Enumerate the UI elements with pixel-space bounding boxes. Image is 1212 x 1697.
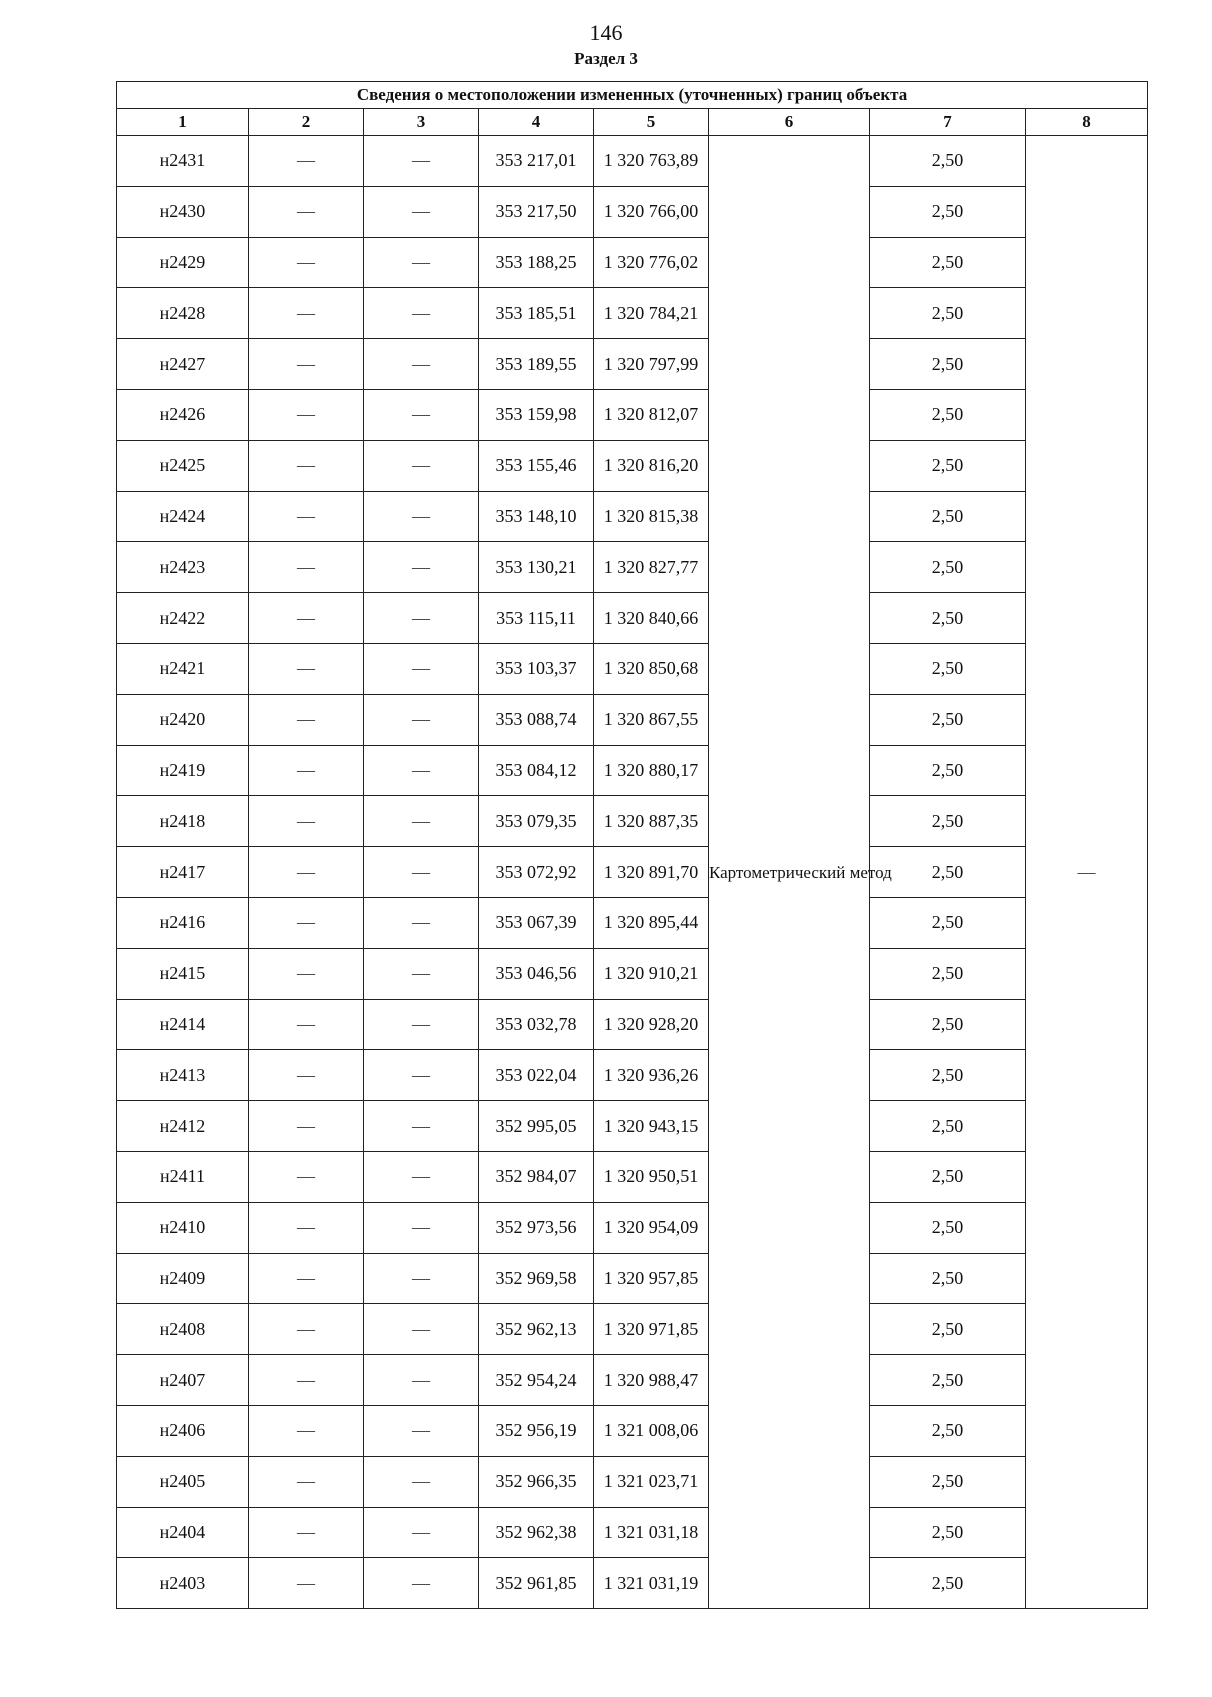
column-2-cell: —: [249, 136, 364, 187]
point-number-cell: н2418: [117, 796, 249, 847]
column-3-cell: —: [364, 1558, 479, 1609]
y-coordinate-cell: 1 320 816,20: [594, 440, 709, 491]
x-coordinate-cell: 353 148,10: [479, 491, 594, 542]
x-coordinate-cell: 353 032,78: [479, 999, 594, 1050]
point-number-cell: н2422: [117, 593, 249, 644]
table-row: [117, 542, 1148, 593]
column-2-cell: —: [249, 1304, 364, 1355]
y-coordinate-cell: 1 320 776,02: [594, 237, 709, 288]
column-3-cell: —: [364, 897, 479, 948]
table-row: [117, 389, 1148, 440]
column-3-cell: —: [364, 1101, 479, 1152]
accuracy-cell: 2,50: [870, 136, 1026, 187]
column-number-8: 8: [1026, 109, 1148, 136]
y-coordinate-cell: 1 320 928,20: [594, 999, 709, 1050]
point-number-cell: н2421: [117, 643, 249, 694]
column-number-1: 1: [117, 109, 249, 136]
accuracy-cell: 2,50: [870, 542, 1026, 593]
table-row: [117, 136, 1148, 187]
x-coordinate-cell: 353 022,04: [479, 1050, 594, 1101]
point-number-cell: н2424: [117, 491, 249, 542]
point-number-cell: н2414: [117, 999, 249, 1050]
table-row: [117, 745, 1148, 796]
x-coordinate-cell: 353 217,50: [479, 186, 594, 237]
column-3-cell: —: [364, 593, 479, 644]
y-coordinate-cell: 1 320 950,51: [594, 1151, 709, 1202]
y-coordinate-cell: 1 320 891,70: [594, 847, 709, 898]
point-number-cell: н2406: [117, 1405, 249, 1456]
column-2-cell: —: [249, 542, 364, 593]
page-number: 146: [589, 20, 623, 45]
point-number-cell: н2427: [117, 339, 249, 390]
column-2-cell: —: [249, 389, 364, 440]
x-coordinate-cell: 353 217,01: [479, 136, 594, 187]
column-number-4: 4: [479, 109, 594, 136]
accuracy-cell: 2,50: [870, 1151, 1026, 1202]
y-coordinate-cell: 1 320 797,99: [594, 339, 709, 390]
accuracy-cell: 2,50: [870, 288, 1026, 339]
y-coordinate-cell: 1 320 895,44: [594, 897, 709, 948]
column-8-cell: —: [1026, 136, 1148, 1609]
x-coordinate-cell: 353 084,12: [479, 745, 594, 796]
column-3-cell: —: [364, 1202, 479, 1253]
table-row: [117, 186, 1148, 237]
point-number-cell: н2411: [117, 1151, 249, 1202]
column-number-3: 3: [364, 109, 479, 136]
method-cell: Картометрический метод: [709, 136, 870, 1609]
x-coordinate-cell: 352 969,58: [479, 1253, 594, 1304]
accuracy-cell: 2,50: [870, 796, 1026, 847]
y-coordinate-cell: 1 320 784,21: [594, 288, 709, 339]
column-2-cell: —: [249, 1507, 364, 1558]
column-number-7: 7: [870, 109, 1026, 136]
x-coordinate-cell: 353 130,21: [479, 542, 594, 593]
column-3-cell: —: [364, 339, 479, 390]
column-3-cell: —: [364, 694, 479, 745]
x-coordinate-cell: 352 956,19: [479, 1405, 594, 1456]
y-coordinate-cell: 1 320 867,55: [594, 694, 709, 745]
column-number-row: [117, 109, 1148, 136]
table-row: [117, 796, 1148, 847]
accuracy-cell: 2,50: [870, 999, 1026, 1050]
accuracy-cell: 2,50: [870, 237, 1026, 288]
point-number-cell: н2405: [117, 1456, 249, 1507]
table-row: [117, 847, 1148, 898]
y-coordinate-cell: 1 321 031,19: [594, 1558, 709, 1609]
accuracy-cell: 2,50: [870, 1558, 1026, 1609]
point-number-cell: н2408: [117, 1304, 249, 1355]
x-coordinate-cell: 353 072,92: [479, 847, 594, 898]
point-number-cell: н2416: [117, 897, 249, 948]
column-2-cell: —: [249, 1202, 364, 1253]
point-number-cell: н2429: [117, 237, 249, 288]
table-row: [117, 897, 1148, 948]
accuracy-cell: 2,50: [870, 1050, 1026, 1101]
column-3-cell: —: [364, 999, 479, 1050]
column-2-cell: —: [249, 948, 364, 999]
y-coordinate-cell: 1 321 031,18: [594, 1507, 709, 1558]
x-coordinate-cell: 352 962,13: [479, 1304, 594, 1355]
y-coordinate-cell: 1 320 936,26: [594, 1050, 709, 1101]
column-3-cell: —: [364, 1304, 479, 1355]
point-number-cell: н2420: [117, 694, 249, 745]
point-number-cell: н2413: [117, 1050, 249, 1101]
accuracy-cell: 2,50: [870, 440, 1026, 491]
accuracy-cell: 2,50: [870, 1355, 1026, 1406]
column-number-2: 2: [249, 109, 364, 136]
column-3-cell: —: [364, 1405, 479, 1456]
column-3-cell: —: [364, 1151, 479, 1202]
accuracy-cell: 2,50: [870, 1202, 1026, 1253]
table-row: [117, 237, 1148, 288]
point-number-cell: н2412: [117, 1101, 249, 1152]
accuracy-cell: 2,50: [870, 491, 1026, 542]
column-3-cell: —: [364, 491, 479, 542]
column-3-cell: —: [364, 847, 479, 898]
point-number-cell: н2409: [117, 1253, 249, 1304]
x-coordinate-cell: 352 973,56: [479, 1202, 594, 1253]
point-number-cell: н2423: [117, 542, 249, 593]
y-coordinate-cell: 1 320 954,09: [594, 1202, 709, 1253]
y-coordinate-cell: 1 320 910,21: [594, 948, 709, 999]
y-coordinate-cell: 1 320 971,85: [594, 1304, 709, 1355]
x-coordinate-cell: 353 159,98: [479, 389, 594, 440]
column-2-cell: —: [249, 237, 364, 288]
table-row: [117, 1355, 1148, 1406]
column-2-cell: —: [249, 643, 364, 694]
x-coordinate-cell: 353 155,46: [479, 440, 594, 491]
table-row: [117, 1050, 1148, 1101]
accuracy-cell: 2,50: [870, 389, 1026, 440]
column-2-cell: —: [249, 745, 364, 796]
x-coordinate-cell: 353 079,35: [479, 796, 594, 847]
y-coordinate-cell: 1 321 023,71: [594, 1456, 709, 1507]
x-coordinate-cell: 353 185,51: [479, 288, 594, 339]
x-coordinate-cell: 353 046,56: [479, 948, 594, 999]
accuracy-cell: 2,50: [870, 593, 1026, 644]
column-2-cell: —: [249, 1355, 364, 1406]
column-number-5: 5: [594, 109, 709, 136]
accuracy-cell: 2,50: [870, 847, 1026, 898]
accuracy-cell: 2,50: [870, 339, 1026, 390]
point-number-cell: н2417: [117, 847, 249, 898]
table-row: [117, 1507, 1148, 1558]
point-number-cell: н2431: [117, 136, 249, 187]
column-number-6: 6: [709, 109, 870, 136]
y-coordinate-cell: 1 320 957,85: [594, 1253, 709, 1304]
column-2-cell: —: [249, 999, 364, 1050]
y-coordinate-cell: 1 320 850,68: [594, 643, 709, 694]
column-2-cell: —: [249, 796, 364, 847]
column-2-cell: —: [249, 1253, 364, 1304]
column-3-cell: —: [364, 389, 479, 440]
table-row: [117, 999, 1148, 1050]
point-number-cell: н2425: [117, 440, 249, 491]
x-coordinate-cell: 353 088,74: [479, 694, 594, 745]
table-row: [117, 694, 1148, 745]
column-3-cell: —: [364, 948, 479, 999]
column-3-cell: —: [364, 136, 479, 187]
accuracy-cell: 2,50: [870, 745, 1026, 796]
table-row: [117, 1253, 1148, 1304]
column-2-cell: —: [249, 847, 364, 898]
table-row: [117, 339, 1148, 390]
x-coordinate-cell: 353 188,25: [479, 237, 594, 288]
point-number-cell: н2403: [117, 1558, 249, 1609]
y-coordinate-cell: 1 320 880,17: [594, 745, 709, 796]
column-2-cell: —: [249, 491, 364, 542]
table-row: [117, 948, 1148, 999]
column-2-cell: —: [249, 186, 364, 237]
column-3-cell: —: [364, 186, 479, 237]
point-number-cell: н2415: [117, 948, 249, 999]
accuracy-cell: 2,50: [870, 1456, 1026, 1507]
x-coordinate-cell: 353 189,55: [479, 339, 594, 390]
accuracy-cell: 2,50: [870, 643, 1026, 694]
column-3-cell: —: [364, 440, 479, 491]
table-row: [117, 1304, 1148, 1355]
table-caption: Сведения о местоположении измененных (уточненных) границ объекта: [117, 82, 1148, 109]
column-3-cell: —: [364, 288, 479, 339]
column-3-cell: —: [364, 542, 479, 593]
table-row: [117, 440, 1148, 491]
column-2-cell: —: [249, 694, 364, 745]
y-coordinate-cell: 1 320 988,47: [594, 1355, 709, 1406]
table-row: [117, 1101, 1148, 1152]
table-row: [117, 1558, 1148, 1609]
column-3-cell: —: [364, 1507, 479, 1558]
y-coordinate-cell: 1 320 887,35: [594, 796, 709, 847]
column-3-cell: —: [364, 1253, 479, 1304]
y-coordinate-cell: 1 320 840,66: [594, 593, 709, 644]
column-3-cell: —: [364, 1355, 479, 1406]
accuracy-cell: 2,50: [870, 948, 1026, 999]
point-number-cell: н2430: [117, 186, 249, 237]
column-2-cell: —: [249, 339, 364, 390]
y-coordinate-cell: 1 320 812,07: [594, 389, 709, 440]
table-row: [117, 288, 1148, 339]
table-row: [117, 1456, 1148, 1507]
section-title: Раздел 3: [574, 49, 638, 68]
y-coordinate-cell: 1 320 763,89: [594, 136, 709, 187]
table-row: [117, 593, 1148, 644]
point-number-cell: н2410: [117, 1202, 249, 1253]
accuracy-cell: 2,50: [870, 694, 1026, 745]
accuracy-cell: 2,50: [870, 186, 1026, 237]
accuracy-cell: 2,50: [870, 897, 1026, 948]
y-coordinate-cell: 1 320 815,38: [594, 491, 709, 542]
coordinates-table: [116, 81, 1148, 1609]
x-coordinate-cell: 352 995,05: [479, 1101, 594, 1152]
table-row: [117, 643, 1148, 694]
column-2-cell: —: [249, 1151, 364, 1202]
point-number-cell: н2404: [117, 1507, 249, 1558]
table-row: [117, 1151, 1148, 1202]
x-coordinate-cell: 353 067,39: [479, 897, 594, 948]
column-2-cell: —: [249, 1405, 364, 1456]
x-coordinate-cell: 352 961,85: [479, 1558, 594, 1609]
column-2-cell: —: [249, 1101, 364, 1152]
y-coordinate-cell: 1 320 827,77: [594, 542, 709, 593]
x-coordinate-cell: 352 984,07: [479, 1151, 594, 1202]
accuracy-cell: 2,50: [870, 1304, 1026, 1355]
column-3-cell: —: [364, 796, 479, 847]
column-2-cell: —: [249, 1558, 364, 1609]
table-row: [117, 1405, 1148, 1456]
column-2-cell: —: [249, 1456, 364, 1507]
accuracy-cell: 2,50: [870, 1507, 1026, 1558]
point-number-cell: н2407: [117, 1355, 249, 1406]
column-2-cell: —: [249, 897, 364, 948]
y-coordinate-cell: 1 320 943,15: [594, 1101, 709, 1152]
x-coordinate-cell: 352 954,24: [479, 1355, 594, 1406]
point-number-cell: н2428: [117, 288, 249, 339]
x-coordinate-cell: 352 966,35: [479, 1456, 594, 1507]
column-3-cell: —: [364, 1456, 479, 1507]
x-coordinate-cell: 352 962,38: [479, 1507, 594, 1558]
point-number-cell: н2426: [117, 389, 249, 440]
table-row: [117, 491, 1148, 542]
point-number-cell: н2419: [117, 745, 249, 796]
accuracy-cell: 2,50: [870, 1405, 1026, 1456]
x-coordinate-cell: 353 115,11: [479, 593, 594, 644]
y-coordinate-cell: 1 321 008,06: [594, 1405, 709, 1456]
column-2-cell: —: [249, 288, 364, 339]
table-row: [117, 1202, 1148, 1253]
table-body: [117, 136, 1148, 1609]
column-2-cell: —: [249, 1050, 364, 1101]
accuracy-cell: 2,50: [870, 1253, 1026, 1304]
column-3-cell: —: [364, 745, 479, 796]
column-3-cell: —: [364, 1050, 479, 1101]
accuracy-cell: 2,50: [870, 1101, 1026, 1152]
x-coordinate-cell: 353 103,37: [479, 643, 594, 694]
column-2-cell: —: [249, 440, 364, 491]
y-coordinate-cell: 1 320 766,00: [594, 186, 709, 237]
column-3-cell: —: [364, 237, 479, 288]
column-2-cell: —: [249, 593, 364, 644]
column-3-cell: —: [364, 643, 479, 694]
